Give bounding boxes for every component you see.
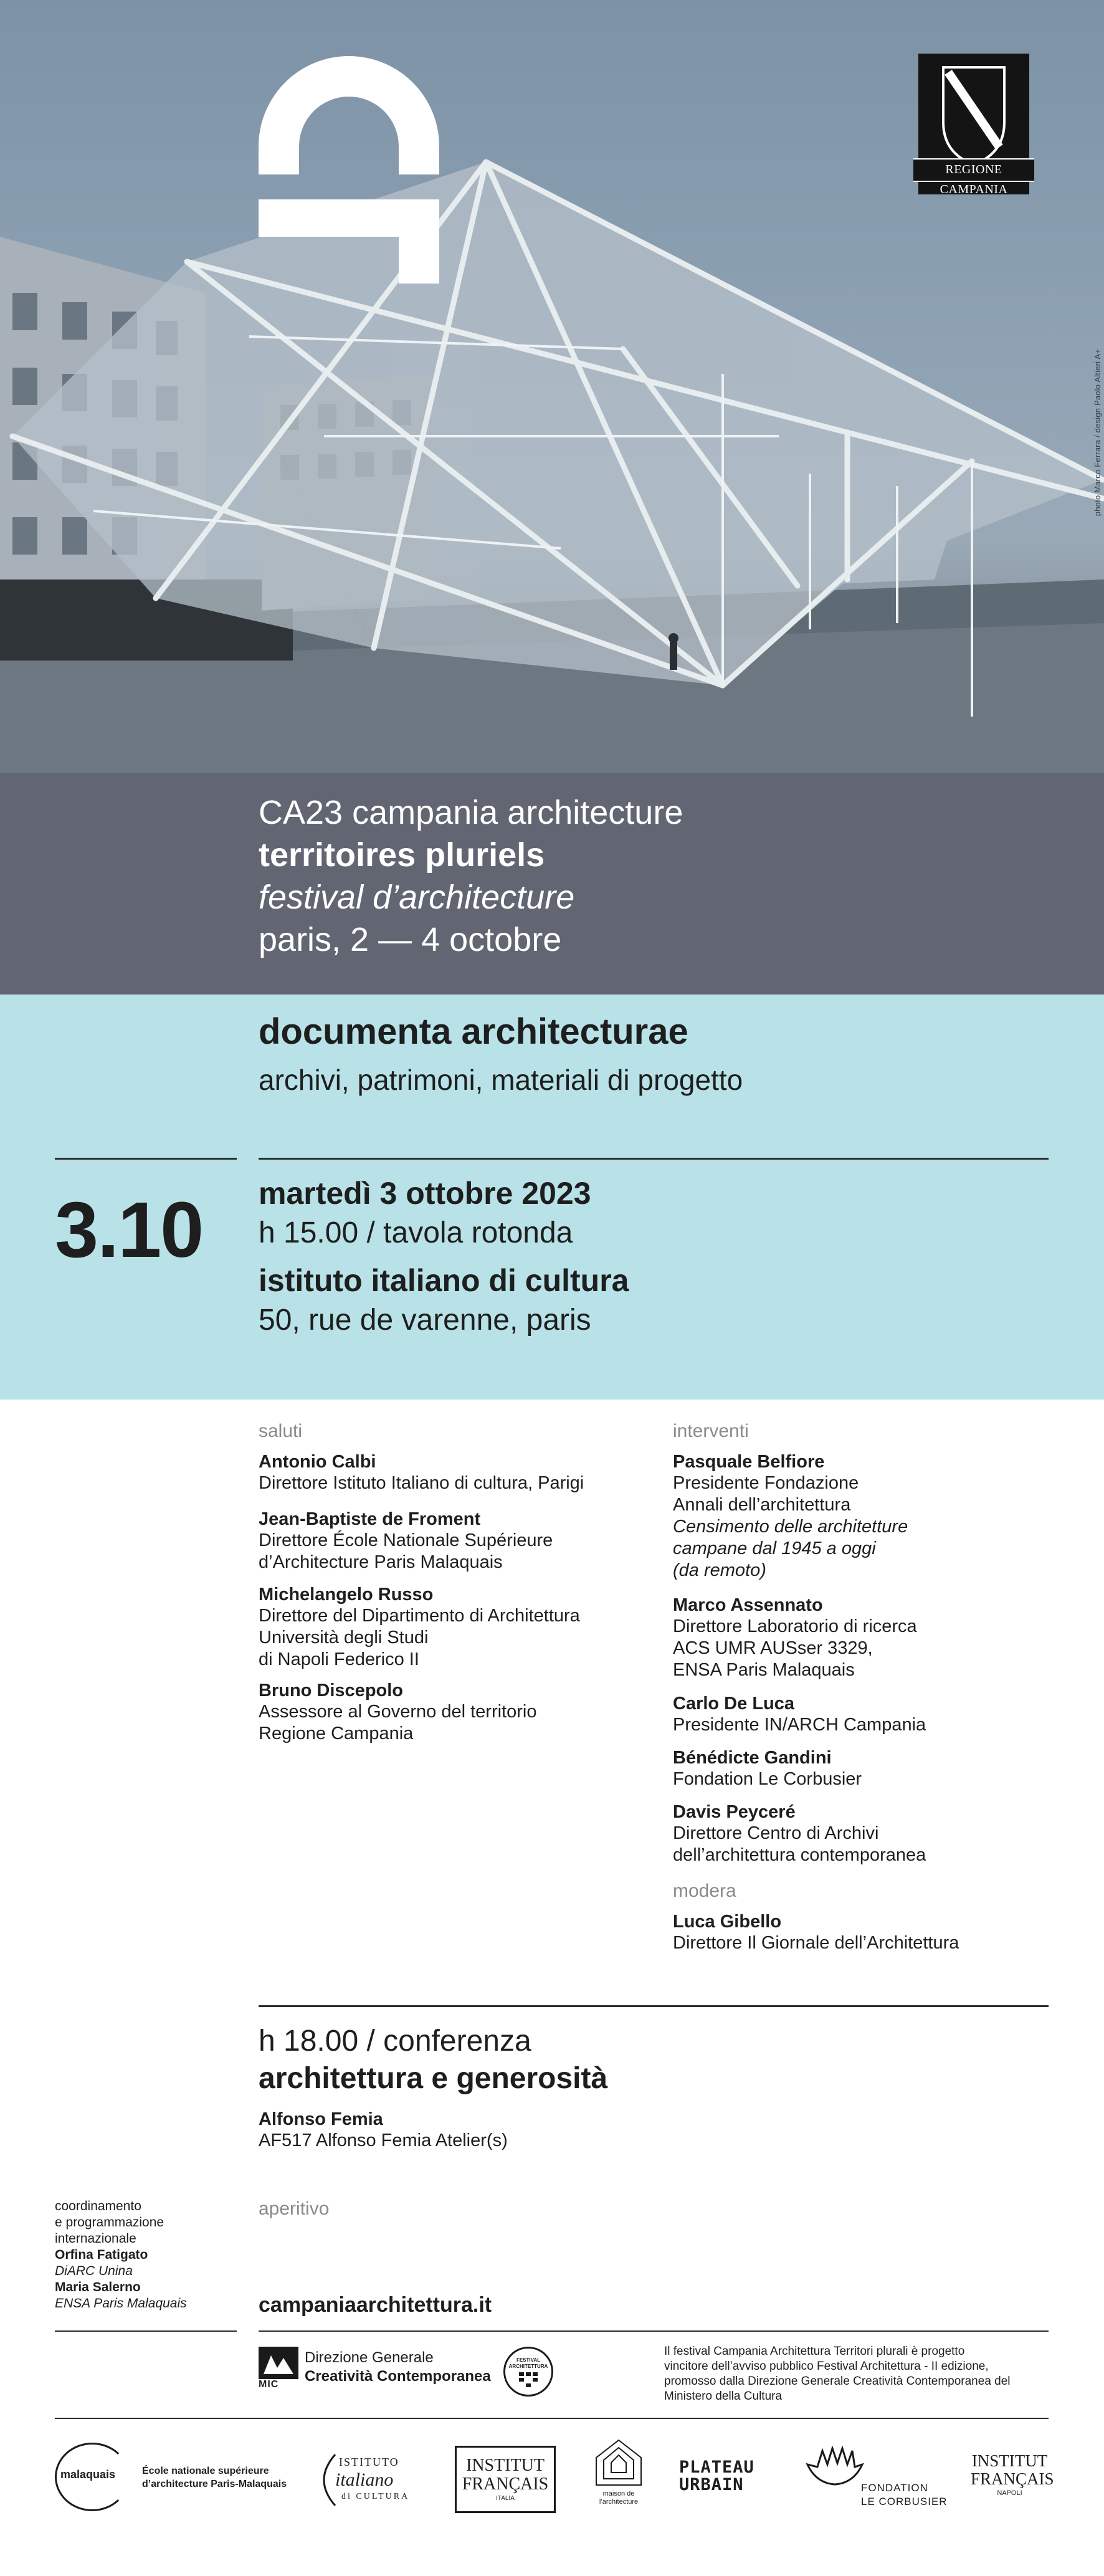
maison-architecture-logo [591,2438,647,2517]
house-outline-icon [594,2438,644,2488]
plateau-line: URBAIN [679,2475,744,2494]
speaker-role: dell’architettura contemporanea [673,1845,926,1865]
coordinator-org: DiARC Unina [55,2264,133,2278]
festival-badge-text: FESTIVAL ARCHITETTURA [508,2357,548,2369]
fondation-le-corbusier-logo [804,2446,948,2514]
coordination-label: coordinamento [55,2199,141,2213]
maison-line: l’architecture [599,2498,639,2506]
corbusier-hand-icon [804,2446,866,2489]
mic-line: Direzione Generale [305,2349,434,2366]
speaker-name: Pasquale Belfiore [673,1452,825,1472]
if-napoli-line: NAPOLI [997,2489,1022,2497]
mic-line: Creatività Contemporanea [305,2368,491,2385]
speaker-role: Direttore del Dipartimento di Architettura [259,1606,580,1626]
modera-entry [673,1912,959,1954]
interventi-entry [673,1694,926,1736]
if-line: ITALIA [496,2495,515,2502]
talk-title: Censimento delle architetture [673,1517,908,1537]
divider [259,1158,1049,1160]
coordination-label: e programmazione [55,2215,164,2230]
speaker-role: ENSA Paris Malaquais [673,1660,855,1680]
if-line: INSTITUT [466,2456,545,2475]
event-title: documenta architecturae [259,1011,688,1052]
speaker-name: Marco Assennato [673,1595,823,1615]
coordination-block [55,2198,187,2312]
speaker-role: Direttore Istituto Italiano di cultura, Parigi [259,1473,584,1493]
sponsor-note-line: promosso dalla Direzione Generale Creatività Contemporanea del [664,2375,1011,2388]
institut-francais-italia-logo [455,2446,556,2513]
event-band [0,995,1104,1400]
festival-type: festival d’architecture [259,879,575,916]
event-date-big: 3.10 [55,1186,203,1274]
interventi-entry [673,1595,917,1681]
divider [259,2005,1049,2007]
saluti-entry [259,1585,580,1671]
iic-line: italiano [335,2469,394,2490]
festival-theme: territoires pluriels [259,836,545,874]
interventi-entry [673,1748,862,1790]
sponsor-note-line: Il festival Campania Architettura Territori plurali è progetto [664,2345,965,2358]
moderator-role: Direttore Il Giornale dell’Architettura [673,1933,959,1953]
speaker-role: Assessore al Governo del territorio [259,1702,537,1722]
speaker-name: Carlo De Luca [673,1694,794,1714]
speaker-role: AF517 Alfonso Femia Atelier(s) [259,2130,508,2150]
hero-photo [0,0,1104,773]
aperitivo-label: aperitivo [259,2198,330,2219]
maison-line: maison de [602,2490,635,2497]
speaker-role: ACS UMR AUSser 3329, [673,1638,873,1658]
coordinator-name: Maria Salerno [55,2280,141,2294]
divider [55,1158,237,1160]
festival-architettura-badge [503,2347,553,2397]
speaker-role: Università degli Studi [259,1628,429,1648]
talk-title: campane dal 1945 a oggi [673,1538,876,1558]
conference-time: h 18.00 / conferenza [259,2025,531,2058]
speaker-name: Antonio Calbi [259,1452,376,1472]
speaker-name: Bruno Discepolo [259,1681,404,1701]
corbusier-line: FONDATION [861,2482,928,2494]
photo-credit: photo Marco Ferrara / design Paolo Altieri A+ [1093,349,1102,517]
coordination-label: internazionale [55,2231,136,2246]
moderator-name: Luca Gibello [673,1912,782,1932]
iic-line: di CULTURA [341,2492,410,2501]
event-address: 50, rue de varenne, paris [259,1304,591,1337]
event-time: h 15.00 / tavola rotonda [259,1216,573,1249]
festival-name: CA23 campania architecture [259,794,683,831]
festival-grid-icon [519,2372,538,2387]
interventi-entry [673,1802,926,1866]
speaker-role: Direttore Centro di Archivi [673,1823,879,1843]
speaker-name: Davis Peyceré [673,1802,796,1822]
malaquais-text [142,2464,287,2491]
regione-campania-label: REGIONE CAMPANIA [913,158,1034,182]
plateau-urbain-logo [679,2459,773,2496]
malaquais-mark: malaquais [60,2468,116,2481]
speaker-name: Jean-Baptiste de Froment [259,1509,481,1529]
speaker-name: Alfonso Femia [259,2109,383,2129]
speaker-name: Michelangelo Russo [259,1585,434,1605]
conference-speaker [259,2109,508,2152]
plateau-line: PLATEAU [679,2458,754,2477]
sponsor-note [664,2344,1011,2404]
divider [55,2330,237,2332]
if-napoli-line: FRANÇAIS [971,2469,1054,2488]
speaker-role: Regione Campania [259,1724,414,1744]
event-subtitle: archivi, patrimoni, materiali di progetto [259,1064,743,1096]
ca-arch-logo-icon [259,56,439,284]
if-line: FRANÇAIS [462,2474,549,2494]
malaquais-line: d’architecture Paris-Malaquais [142,2479,287,2489]
istituto-italiano-logo [310,2452,416,2508]
malaquais-logo [55,2443,130,2511]
sponsor-note-line: Ministero della Cultura [664,2390,783,2403]
event-venue: istituto italiano di cultura [259,1263,629,1298]
coordinator-org: ENSA Paris Malaquais [55,2296,187,2311]
institut-francais-napoli-logo [971,2451,1054,2508]
divider [259,2330,1049,2332]
speaker-role: d’Architecture Paris Malaquais [259,1552,503,1572]
speaker-role: Annali dell’architettura [673,1495,851,1515]
speaker-role: Presidente Fondazione [673,1473,859,1493]
modera-label: modera [673,1881,736,1901]
festival-title-band [0,773,1104,995]
mic-mark: MIC [259,2379,279,2390]
saluti-entry [259,1681,536,1745]
saluti-label: saluti [259,1421,303,1441]
mic-logo [259,2347,491,2392]
iic-line: ISTITUTO [339,2456,399,2468]
sponsor-note-line: vincitore dell’avviso pubblico Festival Architettura - II edizione, [664,2360,989,2373]
speaker-role: di Napoli Federico II [259,1649,419,1669]
saluti-entry [259,1509,553,1573]
coordinator-name: Orfina Fatigato [55,2248,148,2262]
festival-dates: paris, 2 — 4 octobre [259,921,562,958]
interventi-entry [673,1452,908,1581]
speaker-name: Bénédicte Gandini [673,1748,832,1768]
speaker-role: Direttore Laboratorio di ricerca [673,1616,917,1636]
saluti-entry [259,1452,584,1494]
website-link[interactable]: campaniaarchitettura.it [259,2293,492,2317]
conference-title: architettura e generosità [259,2062,608,2095]
regione-campania-logo [918,54,1029,194]
speaker-role: Direttore École Nationale Supérieure [259,1530,553,1550]
speaker-role: Presidente IN/ARCH Campania [673,1715,926,1735]
divider [55,2418,1049,2419]
event-date: martedì 3 ottobre 2023 [259,1176,591,1211]
talk-note: (da remoto) [673,1560,766,1580]
interventi-label: interventi [673,1421,749,1441]
if-napoli-line: INSTITUT [971,2451,1048,2470]
speaker-role: Fondation Le Corbusier [673,1769,862,1789]
malaquais-line: École nationale supérieure [142,2466,269,2476]
corbusier-line: LE CORBUSIER [861,2496,948,2507]
